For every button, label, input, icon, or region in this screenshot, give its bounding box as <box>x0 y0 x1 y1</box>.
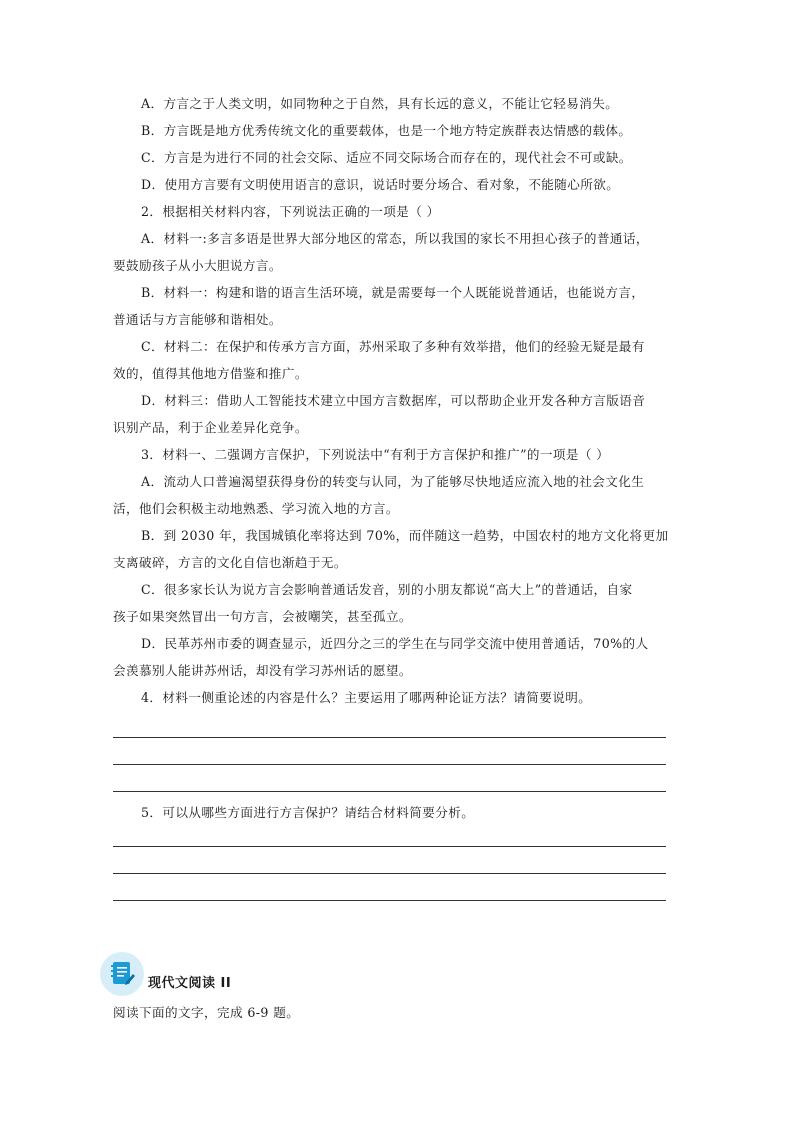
q5-answer-line[interactable] <box>113 873 666 874</box>
q3-option-d-line2: 会羡慕别人能讲苏州话，却没有学习苏州话的愿望。 <box>113 663 412 678</box>
q2-stem: 2．根据相关材料内容，下列说法正确的一项是（ ） <box>141 204 440 219</box>
q3-option-b-line1: B．到 2030 年，我国城镇化率将达到 70%，而伴随这一趋势，中国农村的地方文化将更加 <box>141 528 669 543</box>
q3-option-a-line2: 活，他们会积极主动地熟悉、学习流入地的方言。 <box>113 501 399 516</box>
q4-answer-line[interactable] <box>113 791 666 792</box>
q2-option-a-line2: 要鼓励孩子从小大胆说方言。 <box>113 258 282 273</box>
section-title: 现代文阅读 II <box>148 976 232 991</box>
q5-answer-line[interactable] <box>113 900 666 901</box>
q1-option-a: A．方言之于人类文明，如同物种之于自然，具有长远的意义，不能让它轻易消失。 <box>141 96 619 111</box>
q1-option-b: B．方言既是地方优秀传统文化的重要载体，也是一个地方特定族群表达情感的载体。 <box>141 123 632 138</box>
q3-option-a-line1: A．流动人口普遍渴望获得身份的转变与认同，为了能够尽快地适应流入地的社会文化生 <box>141 474 645 489</box>
reading-intro: 阅读下面的文字，完成 6-9 题。 <box>113 1005 300 1020</box>
notebook-icon <box>100 952 144 996</box>
q2-option-c-line1: C．材料二：在保护和传承方言方面，苏州采取了多种有效举措，他们的经验无疑是最有 <box>141 339 645 354</box>
q2-option-d-line2: 识别产品，利于企业差异化竞争。 <box>113 420 308 435</box>
q1-option-c: C．方言是为进行不同的社会交际、适应不同交际场合而存在的，现代社会不可或缺。 <box>141 150 632 165</box>
q2-option-b-line2: 普通话与方言能够和谐相处。 <box>113 312 282 327</box>
q4-stem: 4．材料一侧重论述的内容是什么？主要运用了哪两种论证方法？请简要说明。 <box>141 690 592 705</box>
q1-option-d: D．使用方言要有文明使用语言的意识，说话时要分场合、看对象，不能随心所欲。 <box>141 177 620 192</box>
q5-stem: 5．可以从哪些方面进行方言保护？请结合材料简要分析。 <box>141 805 475 820</box>
q3-stem: 3．材料一、二强调方言保护，下列说法中“有利于方言保护和推广”的一项是（ ） <box>141 447 610 462</box>
q5-answer-line[interactable] <box>113 846 666 847</box>
q2-option-d-line1: D．材料三：借助人工智能技术建立中国方言数据库，可以帮助企业开发各种方言版语音 <box>141 393 646 408</box>
q2-option-c-line2: 效的，值得其他地方借鉴和推广。 <box>113 366 308 381</box>
q3-option-c-line1: C．很多家长认为说方言会影响普通话发音，别的小朋友都说“高大上”的普通话，自家 <box>141 582 633 597</box>
q4-answer-line[interactable] <box>113 764 666 765</box>
section-header <box>100 952 400 1000</box>
q3-option-b-line2: 支离破碎，方言的文化自信也渐趋于无。 <box>113 555 347 570</box>
q2-option-a-line1: A．材料一:多言多语是世界大部分地区的常态，所以我国的家长不用担心孩子的普通话， <box>141 231 649 246</box>
q4-answer-line[interactable] <box>113 737 666 738</box>
q2-option-b-line1: B．材料一：构建和谐的语言生活环境，就是需要每一个人既能说普通话，也能说方言， <box>141 285 645 300</box>
q3-option-d-line1: D．民革苏州市委的调查显示，近四分之三的学生在与同学交流中使用普通话，70%的人 <box>141 636 649 651</box>
q3-option-c-line2: 孩子如果突然冒出一句方言，会被嘲笑，甚至孤立。 <box>113 609 412 624</box>
